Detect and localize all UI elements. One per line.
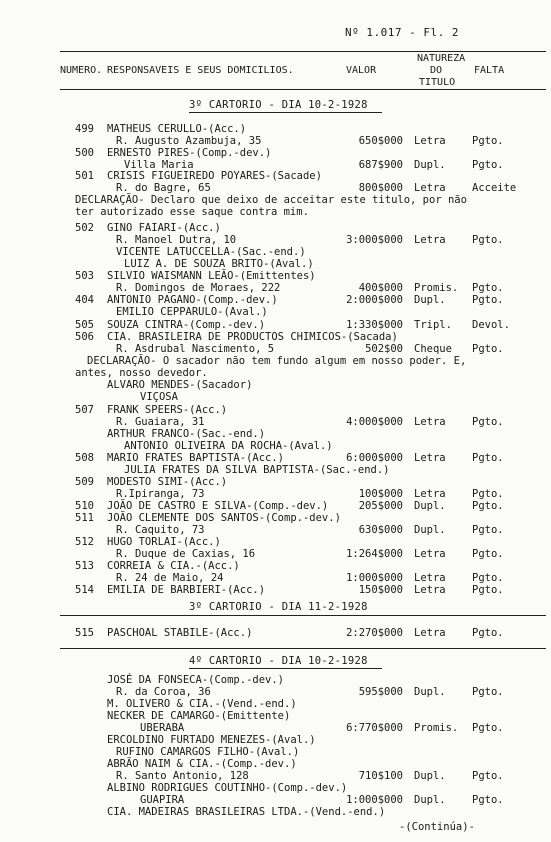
entry-valor: 400$000	[358, 282, 403, 294]
entry-party: R. Manoel Dutra, 10	[116, 234, 237, 246]
entry-valor: 650$000	[358, 135, 403, 147]
entry-falta: Pgto.	[472, 343, 504, 355]
entry-natureza: Letra	[414, 452, 446, 464]
entry-party: JOSÉ DA FONSECA-(Comp.-dev.)	[107, 674, 285, 686]
entry-party: PASCHOAL STABILE-(Acc.)	[107, 627, 253, 639]
entry-party: MARIO FRATES BAPTISTA-(Acc.)	[107, 452, 285, 464]
entry-party: CIA. BRASILEIRA DE PRODUCTOS CHIMICOS-(Sacada)	[107, 331, 398, 343]
entry-party: EMILIO CEPPARULO-(Aval.)	[116, 306, 268, 318]
entry-valor: 2:270$000	[346, 627, 403, 639]
entry-valor: 4:000$000	[346, 416, 403, 428]
entry-natureza: Letra	[414, 548, 446, 560]
entry-natureza: Promis.	[414, 282, 459, 294]
header-rule-bottom	[60, 89, 546, 90]
entry-valor: 2:000$000	[346, 294, 403, 306]
entry-party: LUIZ A. DE SOUZA BRITO-(Aval.)	[124, 258, 314, 270]
entry-party: ERCOLDINO FURTADO MENEZES-(Aval.)	[107, 734, 316, 746]
entry-valor: 687$900	[358, 159, 403, 171]
entry-natureza: Dupl.	[414, 770, 446, 782]
entry-falta: Acceite	[472, 182, 517, 194]
entry-party: MATHEUS CERULLO-(Acc.)	[107, 123, 247, 135]
entry-party: JOÃO CLEMENTE DOS SANTOS-(Comp.-dev.)	[107, 512, 341, 524]
entry-number: 505	[75, 319, 94, 331]
entry-party: ANTONIO OLIVEIRA DA ROCHA-(Aval.)	[124, 440, 333, 452]
entry-number: 500	[75, 147, 94, 159]
entry-number: 510	[75, 500, 94, 512]
entry-natureza: Letra	[414, 572, 446, 584]
entry-party: UBERABA	[140, 722, 185, 734]
continued-note: -(Continúa)-	[399, 821, 475, 833]
col-responsaveis: RESPONSAVEIS E SEUS DOMICILIOS.	[107, 65, 294, 76]
entry-number: 509	[75, 476, 94, 488]
section-rule	[60, 648, 546, 649]
entry-party: GUAPIRA	[140, 794, 185, 806]
entry-party: Villa Maria	[124, 159, 194, 171]
entry-natureza: Letra	[414, 584, 446, 596]
entry-party: R. Caquito, 73	[116, 524, 205, 536]
entry-party: ABRÃO NAIM & CIA.-(Comp.-dev.)	[107, 758, 297, 770]
entry-party: VIÇOSA	[140, 391, 178, 403]
entry-number: 508	[75, 452, 94, 464]
entry-number: 515	[75, 627, 94, 639]
entry-natureza: Dupl.	[414, 500, 446, 512]
entry-party: EMILIA DE BARBIERI-(Acc.)	[107, 584, 266, 596]
section-title: 4º CARTORIO - DIA 10-2-1928	[189, 655, 368, 667]
entry-party: ERNESTO PIRES-(Comp.-dev.)	[107, 147, 272, 159]
entry-party: CIA. MADEIRAS BRASILEIRAS LTDA.-(Vend.-end.)	[107, 806, 386, 818]
entry-number: 513	[75, 560, 94, 572]
col-natureza-3: TITULO	[419, 77, 456, 88]
entry-natureza: Letra	[414, 627, 446, 639]
entry-valor: 1:000$000	[346, 794, 403, 806]
entry-party: R. Augusto Azambuja, 35	[116, 135, 262, 147]
entry-party: SILVIO WAISMANN LEÃO-(Emittentes)	[107, 270, 316, 282]
section-underline	[189, 668, 382, 669]
entry-valor: 1:264$000	[346, 548, 403, 560]
entry-falta: Pgto.	[472, 524, 504, 536]
entry-party: ARTHUR FRANCO-(Sac.-end.)	[107, 428, 266, 440]
section-underline	[189, 112, 382, 113]
section-underline	[60, 615, 546, 616]
entry-number: 499	[75, 123, 94, 135]
entry-number: 501	[75, 170, 94, 182]
entry-valor: 710$100	[358, 770, 403, 782]
entry-party: SOUZA CINTRA-(Comp.-dev.)	[107, 319, 266, 331]
entry-falta: Pgto.	[472, 452, 504, 464]
entry-falta: Pgto.	[472, 135, 504, 147]
entry-valor: 205$000	[358, 500, 403, 512]
entry-valor: 630$000	[358, 524, 403, 536]
entry-natureza: Promis.	[414, 722, 459, 734]
entry-party: ALBINO RODRIGUES COUTINHO-(Comp.-dev.)	[107, 782, 348, 794]
entry-party: R. Duque de Caxias, 16	[116, 548, 256, 560]
entry-falta: Pgto.	[472, 294, 504, 306]
declaration-text: ter autorizado esse saque contra mim.	[75, 206, 309, 218]
entry-falta: Pgto.	[472, 794, 504, 806]
col-natureza-2: DO	[430, 65, 443, 76]
entry-valor: 595$000	[358, 686, 403, 698]
entry-party: R. do Bagre, 65	[116, 182, 211, 194]
entry-party: ALVARO MENDES-(Sacador)	[107, 379, 253, 391]
entry-valor: 100$000	[358, 488, 403, 500]
entry-natureza: Dupl.	[414, 686, 446, 698]
entry-falta: Pgto.	[472, 572, 504, 584]
entry-party: R. 24 de Maio, 24	[116, 572, 224, 584]
entry-party: HUGO TORLAI-(Acc.)	[107, 536, 221, 548]
entry-valor: 3:000$000	[346, 234, 403, 246]
entry-valor: 800$000	[358, 182, 403, 194]
entry-natureza: Tripl.	[414, 319, 452, 331]
entry-party: JULIA FRATES DA SILVA BAPTISTA-(Sac.-end.)	[124, 464, 390, 476]
entry-party: R. Guaiara, 31	[116, 416, 205, 428]
entry-party: M. OLIVERO & CIA.-(Vend.-end.)	[107, 698, 297, 710]
entry-natureza: Letra	[414, 135, 446, 147]
entry-number: 514	[75, 584, 94, 596]
entry-falta: Pgto.	[472, 282, 504, 294]
entry-falta: Devol.	[472, 319, 510, 331]
section-title: 3º CARTORIO - DIA 11-2-1928	[189, 601, 368, 613]
entry-party: CRISIS FIGUEIREDO POYARES-(Sacade)	[107, 170, 322, 182]
entry-party: R. Domingos de Moraes, 222	[116, 282, 281, 294]
header-rule-top	[60, 51, 546, 52]
entry-natureza: Dupl.	[414, 524, 446, 536]
page-number: Nº 1.017 - Fl. 2	[345, 26, 459, 39]
entry-natureza: Letra	[414, 416, 446, 428]
declaration-text: DECLARAÇÃO- O sacador não tem fundo algum em nosso poder. E,	[87, 355, 467, 367]
entry-falta: Pgto.	[472, 159, 504, 171]
entry-number: 511	[75, 512, 94, 524]
declaration-text: antes, nosso devedor.	[75, 367, 208, 379]
entry-party: FRANK SPEERS-(Acc.)	[107, 404, 228, 416]
entry-number: 503	[75, 270, 94, 282]
entry-valor: 6:000$000	[346, 452, 403, 464]
entry-falta: Pgto.	[472, 234, 504, 246]
entry-falta: Pgto.	[472, 770, 504, 782]
entry-falta: Pgto.	[472, 627, 504, 639]
entry-falta: Pgto.	[472, 488, 504, 500]
entry-valor: 1:330$000	[346, 319, 403, 331]
col-falta: FALTA	[474, 65, 505, 76]
entry-party: NECKER DE CAMARGO-(Emittente)	[107, 710, 291, 722]
entry-valor: 6:770$000	[346, 722, 403, 734]
entry-natureza: Letra	[414, 488, 446, 500]
col-valor: VALOR	[346, 65, 377, 76]
entry-natureza: Letra	[414, 182, 446, 194]
entry-party: R. da Coroa, 36	[116, 686, 211, 698]
declaration-text: DECLARAÇÃO- Declaro que deixo de acceitar este titulo, por não	[75, 194, 467, 206]
entry-party: R. Asdrubal Nascimento, 5	[116, 343, 275, 355]
entry-number: 502	[75, 222, 94, 234]
entry-number: 512	[75, 536, 94, 548]
entry-natureza: Dupl.	[414, 794, 446, 806]
entry-party: GINO FAIARI-(Acc.)	[107, 222, 221, 234]
entry-valor: 150$000	[358, 584, 403, 596]
section-title: 3º CARTORIO - DIA 10-2-1928	[189, 99, 368, 111]
entry-party: JOÃO DE CASTRO E SILVA-(Comp.-dev.)	[107, 500, 329, 512]
entry-party: R.Ipiranga, 73	[116, 488, 205, 500]
entry-party: RUFINO CAMARGOS FILHO-(Aval.)	[116, 746, 300, 758]
entry-number: 506	[75, 331, 94, 343]
entry-natureza: Dupl.	[414, 159, 446, 171]
entry-falta: Pgto.	[472, 548, 504, 560]
entry-number: 404	[75, 294, 94, 306]
entry-falta: Pgto.	[472, 686, 504, 698]
entry-party: ANTONIO PAGANO-(Comp.-dev.)	[107, 294, 278, 306]
entry-party: VICENTE LATUCCELLA-(Sac.-end.)	[116, 246, 306, 258]
col-natureza-1: NATUREZA	[417, 53, 466, 64]
col-numero: NUMERO.	[60, 65, 103, 76]
entry-natureza: Dupl.	[414, 294, 446, 306]
entry-party: R. Santo Antonio, 128	[116, 770, 249, 782]
entry-valor: 502$00	[365, 343, 403, 355]
entry-falta: Pgto.	[472, 416, 504, 428]
entry-natureza: Letra	[414, 234, 446, 246]
entry-valor: 1:000$000	[346, 572, 403, 584]
entry-falta: Pgto.	[472, 584, 504, 596]
entry-party: CORREIA & CIA.-(Acc.)	[107, 560, 240, 572]
entry-party: MODESTO SIMI-(Acc.)	[107, 476, 228, 488]
entry-falta: Pgto.	[472, 500, 504, 512]
entry-natureza: Cheque	[414, 343, 452, 355]
entry-falta: Pgto.	[472, 722, 504, 734]
entry-number: 507	[75, 404, 94, 416]
